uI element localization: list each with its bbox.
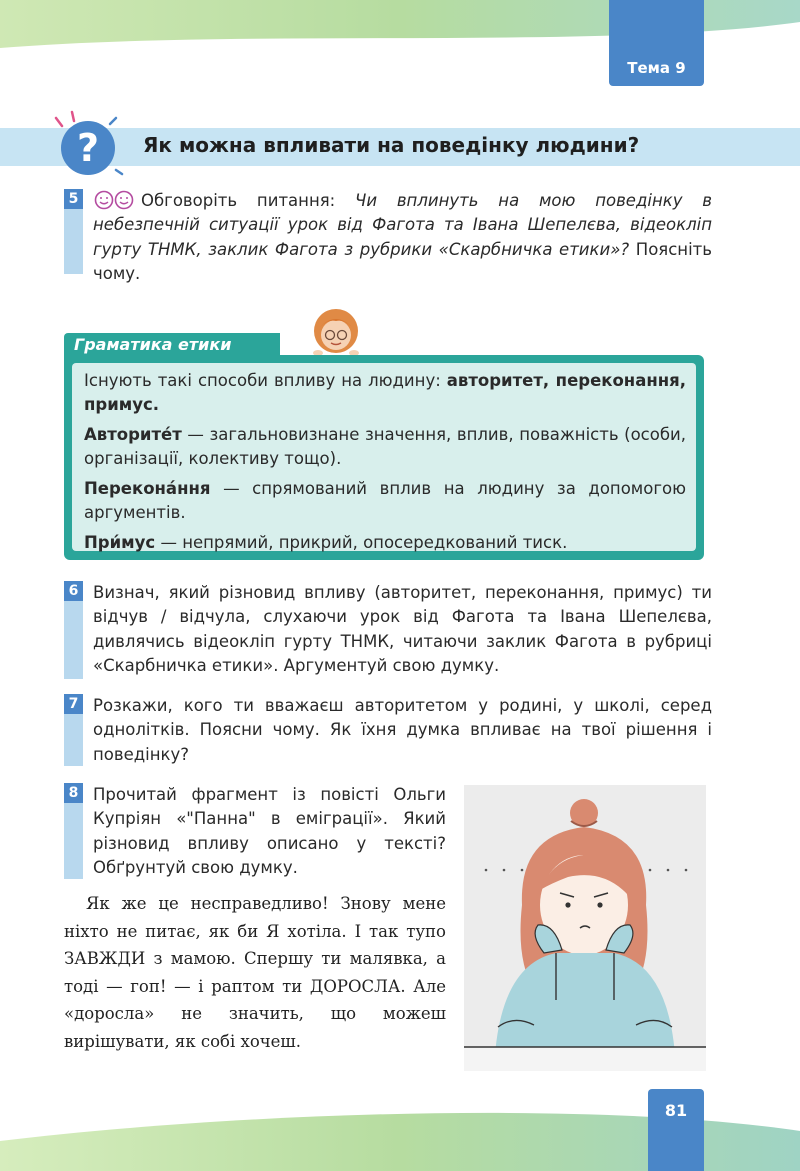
question-title: Як можна впливати на поведінку людини? xyxy=(143,133,640,157)
topic-tab xyxy=(609,0,704,86)
pensive-girl-illustration xyxy=(464,785,706,1071)
grammar-term-authority xyxy=(84,423,686,471)
task-number: 8 xyxy=(64,783,83,803)
task-text: Визнач, який різновид впливу (авторитет, переконання, примус) ти відчув / відчула, слухаючи урок від Фагота та Івана Шепелєва, дивлячись відеокліп гурту ТНМК, читаючи заклик Фагота в рубриці «Скарбничка етики». Аргументуй свою думку. xyxy=(93,583,712,676)
page-number-tab xyxy=(648,1089,704,1171)
task-strip xyxy=(64,601,83,679)
grammar-box xyxy=(64,355,704,560)
task-question: Чи вплинуть на мою поведінку в небезпечній ситуації урок від Фагота та Івана Шепелєва, відеокліп гурту ТНМК, заклик Фагота з рубрики «Скарбничка етики»? xyxy=(93,191,712,259)
task-number: 7 xyxy=(64,694,83,714)
task-number: 5 xyxy=(64,189,83,209)
task-strip xyxy=(64,803,83,879)
question-mark-icon xyxy=(50,110,126,186)
story-excerpt xyxy=(64,890,446,1056)
task-7 xyxy=(64,694,712,767)
term: Авторите́т xyxy=(84,425,182,444)
term: Переконáння xyxy=(84,479,211,498)
task-5 xyxy=(64,189,712,287)
definition: — загальновизнане значення, вплив, поважність (особи, організації, колективу тощо). xyxy=(84,425,686,468)
task-lead: Обговоріть питання: xyxy=(141,191,356,210)
grammar-term-coercion xyxy=(84,531,686,555)
definition: — спрямований вплив на людину за допомогою аргументів. xyxy=(84,479,686,522)
task-strip xyxy=(64,209,83,274)
story-text: Як же це несправедливо! Знову мене ніхто не питає, як би Я хотіла. І так тупо ЗАВЖДИ з мамою. Спершу ти малявка, а тоді — гоп! — і раптом ти ДОРОСЛА. Але «доросла» не значить, що можеш вирішувати, як собі хочеш. xyxy=(64,894,446,1051)
smiley-faces-icon xyxy=(93,190,137,210)
task-number: 6 xyxy=(64,581,83,601)
topic-label: Тема 9 xyxy=(627,59,686,77)
definition: — непрямий, прикрий, опосередкований тиск. xyxy=(155,533,568,552)
task-6 xyxy=(64,581,712,679)
svg-text:?: ? xyxy=(76,126,100,170)
page-number: 81 xyxy=(664,1101,688,1120)
task-tail: Поясніть чому. xyxy=(93,239,713,284)
task-8 xyxy=(64,783,446,881)
grammar-content xyxy=(72,363,696,551)
grammar-intro-bold: авторитет, переконання, примус. xyxy=(84,371,686,414)
grammar-label: Граматика етики xyxy=(64,333,280,357)
girl-with-glasses-icon xyxy=(300,305,372,361)
term: При́мус xyxy=(84,533,156,552)
task-text: Розкажи, кого ти вважаєш авторитетом у родині, у школі, серед однолітків. Поясни чому. Як їхня думка впливає на твої рішення і поведінку? xyxy=(93,696,712,764)
task-strip xyxy=(64,714,83,766)
grammar-term-persuasion xyxy=(84,477,686,525)
task-text xyxy=(93,189,712,287)
grammar-intro xyxy=(84,369,686,417)
grammar-intro-text: Існують такі способи впливу на людину: xyxy=(84,371,447,390)
task-text: Прочитай фрагмент із повісті Ольги Купріян «"Панна" в еміграції». Який різновид впливу описано у тексті? Обґрунтуй свою думку. xyxy=(93,785,446,878)
